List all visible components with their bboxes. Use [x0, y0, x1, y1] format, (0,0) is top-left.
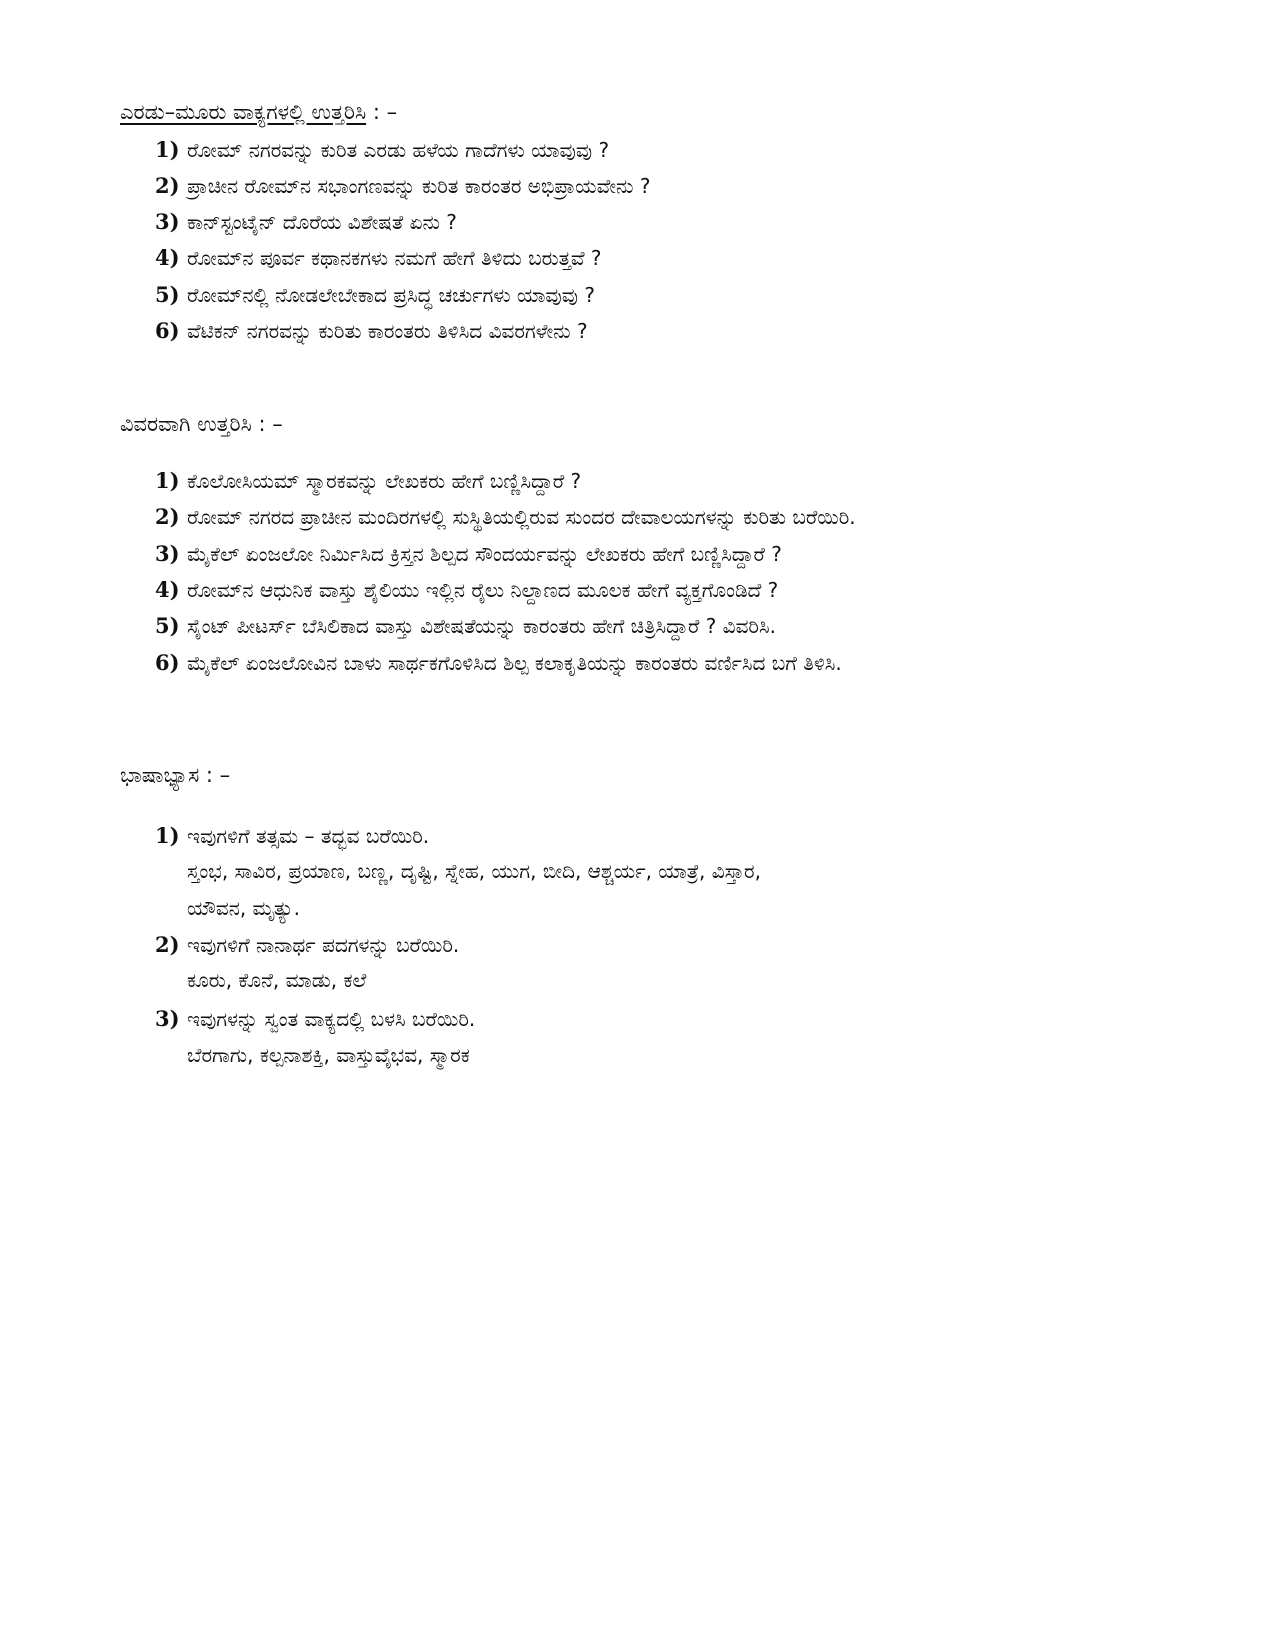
- question-text: ಸೈಂಟ್ ಪೀಟರ್ಸ್ ಬೆಸಿಲಿಕಾದ ವಾಸ್ತು ವಿಶೇಷತೆಯನ್ನು ಕಾರಂತರು ಹೇಗೆ ಚಿತ್ರಿಸಿದ್ದಾರೆ ? ವಿವರಿಸಿ.: [187, 614, 776, 638]
- section-heading-underlined: ಎರಡು–ಮೂರು ವಾಕ್ಯಗಳಲ್ಲಿ ಉತ್ತರಿಸಿ: [120, 100, 367, 124]
- question-number: 4): [155, 245, 180, 270]
- question-number: 1): [155, 137, 180, 162]
- question-item: [155, 504, 856, 529]
- question-text: ಮೈಕೆಲ್ ಏಂಜಲೋ ನಿರ್ಮಿಸಿದ ಕ್ರಿಸ್ತನ ಶಿಲ್ಪದ ಸೌಂದರ್ಯವನ್ನು ಲೇಖಕರು ಹೇಗೆ ಬಣ್ಣಿಸಿದ್ದಾರೆ ?: [187, 542, 782, 566]
- question-number: 3): [155, 209, 180, 234]
- question-text: ಪ್ರಾಚೀನ ರೋಮ್‌ನ ಸಭಾಂಗಣವನ್ನು ಕುರಿತ ಕಾರಂತರ ಅಭಿಪ್ರಾಯವೇನು ?: [187, 174, 651, 198]
- exercise-word-list: ಕೂರು, ಕೊನೆ, ಮಾಡು, ಕಲೆ: [187, 968, 367, 992]
- exercise-number: 2): [155, 932, 180, 957]
- question-text: ಮೈಕೆಲ್ ಏಂಜಲೋವಿನ ಬಾಳು ಸಾರ್ಥಕಗೊಳಿಸಿದ ಶಿಲ್ಪ ಕಲಾಕೃತಿಯನ್ನು ಕಾರಂತರು ವರ್ಣಿಸಿದ ಬಗೆ ತಿಳಿಸಿ.: [187, 651, 842, 675]
- question-item: [155, 209, 457, 234]
- question-item: [155, 282, 595, 307]
- exercise-text: ಇವುಗಳಿಗೆ ತತ್ಸಮ – ತದ್ಭವ ಬರೆಯಿರಿ.: [187, 824, 430, 848]
- question-number: 6): [155, 318, 180, 343]
- question-number: 3): [155, 541, 180, 566]
- question-text: ರೋಮ್ ನಗರದ ಪ್ರಾಚೀನ ಮಂದಿರಗಳಲ್ಲಿ ಸುಸ್ಥಿತಿಯಲ್ಲಿರುವ ಸುಂದರ ದೇವಾಲಯಗಳನ್ನು ಕುರಿತು ಬರೆಯಿರಿ.: [187, 505, 856, 529]
- exercise-number: 3): [155, 1006, 180, 1031]
- question-item: [155, 650, 842, 675]
- section-heading-long-answers: ವಿವರವಾಗಿ ಉತ್ತರಿಸಿ : –: [120, 412, 283, 436]
- exercise-word-list: ಸ್ತಂಭ, ಸಾವಿರ, ಪ್ರಯಾಣ, ಬಣ್ಣ, ದೃಷ್ಟಿ, ಸ್ನೇಹ, ಯುಗ, ಬೀದಿ, ಆಶ್ಚರ್ಯ, ಯಾತ್ರೆ, ವಿಸ್ತಾರ,: [187, 859, 761, 883]
- question-item: [155, 245, 602, 270]
- exercise-number: 1): [155, 823, 180, 848]
- question-number: 5): [155, 282, 180, 307]
- exercise-text: ಇವುಗಳಿಗೆ ನಾನಾರ್ಥ ಪದಗಳನ್ನು ಬರೆಯಿರಿ.: [187, 933, 460, 957]
- question-item: [155, 137, 609, 162]
- question-item: [155, 468, 581, 493]
- question-text: ಕಾನ್‌ಸ್ಟಂಟೈನ್ ದೊರೆಯ ವಿಶೇಷತೆ ಏನು ?: [187, 210, 457, 234]
- question-item: [155, 541, 782, 566]
- question-item: [155, 577, 778, 602]
- exercise-item: [155, 823, 429, 848]
- exercise-word-list: ಯೌವನ, ಮೃತ್ಯು.: [187, 896, 300, 920]
- question-number: 5): [155, 613, 180, 638]
- question-number: 1): [155, 468, 180, 493]
- question-text: ರೋಮ್‌ನಲ್ಲಿ ನೋಡಲೇಬೇಕಾದ ಪ್ರಸಿದ್ಧ ಚರ್ಚುಗಳು ಯಾವುವು ?: [187, 283, 595, 307]
- question-number: 4): [155, 577, 180, 602]
- exercise-word-list: ಬೆರಗಾಗು, ಕಲ್ಪನಾಶಕ್ತಿ, ವಾಸ್ತುವೈಭವ, ಸ್ಮಾರಕ: [187, 1043, 470, 1067]
- question-number: 6): [155, 650, 180, 675]
- question-text: ರೋಮ್‌ನ ಪೂರ್ವ ಕಥಾನಕಗಳು ನಮಗೆ ಹೇಗೆ ತಿಳಿದು ಬರುತ್ತವೆ ?: [187, 246, 602, 270]
- question-text: ಕೊಲೋಸಿಯಮ್ ಸ್ಮಾರಕವನ್ನು ಲೇಖಕರು ಹೇಗೆ ಬಣ್ಣಿಸಿದ್ದಾರೆ ?: [187, 469, 582, 493]
- question-text: ರೋಮ್‌ನ ಆಧುನಿಕ ವಾಸ್ತು ಶೈಲಿಯು ಇಲ್ಲಿನ ರೈಲು ನಿಲ್ದಾಣದ ಮೂಲಕ ಹೇಗೆ ವ್ಯಕ್ತಗೊಂಡಿದೆ ?: [187, 578, 779, 602]
- question-item: [155, 173, 650, 198]
- question-item: [155, 318, 588, 343]
- exercise-item: [155, 932, 459, 957]
- section-heading-short-answers: [120, 100, 397, 125]
- question-item: [155, 613, 776, 638]
- section-heading-language-practice: ಭಾಷಾಭ್ಯಾಸ : –: [120, 763, 231, 787]
- question-text: ರೋಮ್ ನಗರವನ್ನು ಕುರಿತ ಎರಡು ಹಳೆಯ ಗಾದೆಗಳು ಯಾವುವು ?: [187, 138, 610, 162]
- exercise-item: [155, 1006, 475, 1031]
- section-heading-suffix: : –: [366, 100, 398, 124]
- question-number: 2): [155, 504, 180, 529]
- question-number: 2): [155, 173, 180, 198]
- exercise-text: ಇವುಗಳನ್ನು ಸ್ವಂತ ವಾಕ್ಯದಲ್ಲಿ ಬಳಸಿ ಬರೆಯಿರಿ.: [187, 1007, 476, 1031]
- question-text: ವೆಟಿಕನ್ ನಗರವನ್ನು ಕುರಿತು ಕಾರಂತರು ತಿಳಿಸಿದ ವಿವರಗಳೇನು ?: [187, 319, 588, 343]
